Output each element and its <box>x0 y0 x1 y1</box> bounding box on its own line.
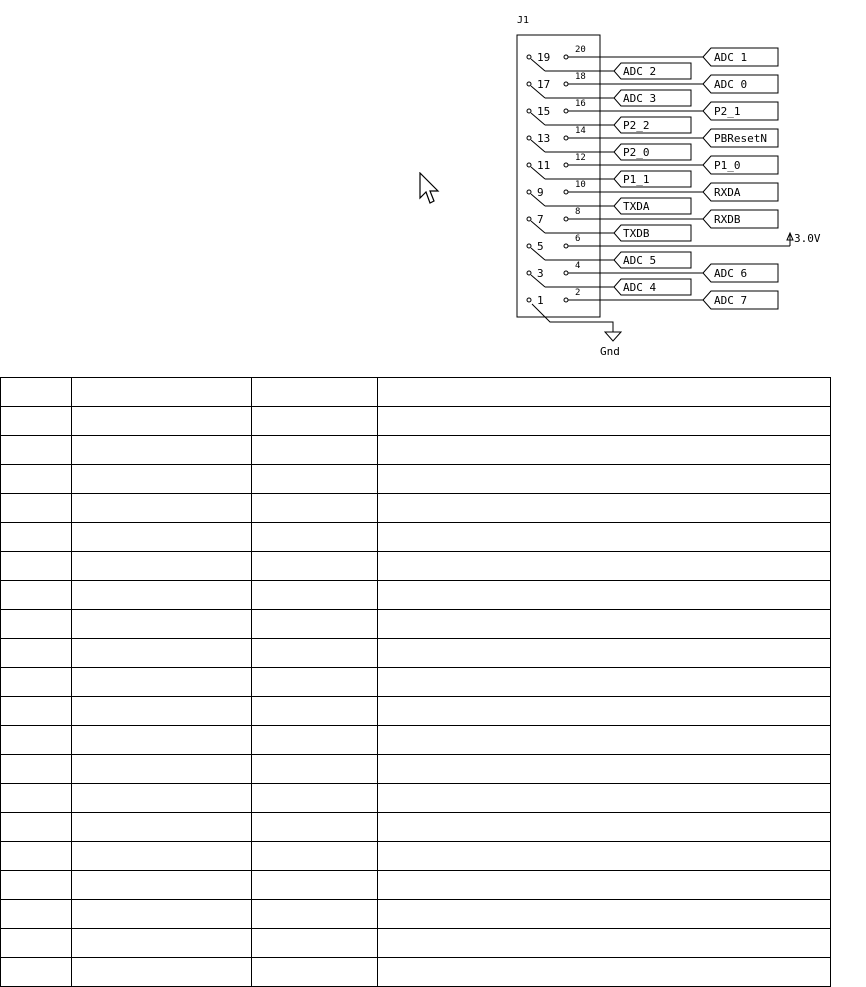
table-cell <box>378 436 831 465</box>
net-labels <box>614 48 778 309</box>
pin-marker-right <box>564 217 568 221</box>
table-cell <box>252 523 378 552</box>
pin-marker-left <box>527 244 531 248</box>
table-cell <box>378 871 831 900</box>
pin-number-right: 4 <box>575 261 581 271</box>
pin-number-left: 1 <box>537 294 544 307</box>
table-cell <box>1 581 72 610</box>
table-cell <box>1 407 72 436</box>
pin-marker-right <box>564 109 568 113</box>
table-cell <box>1 436 72 465</box>
pin-marker-right <box>564 244 568 248</box>
table-cell <box>1 784 72 813</box>
net-label-right-text: ADC 1 <box>714 51 748 64</box>
pin-number-left: 5 <box>537 240 544 253</box>
pin-number-left: 15 <box>537 105 551 118</box>
net-label-middle-text: ADC 5 <box>623 254 657 267</box>
table-cell <box>72 436 252 465</box>
table-cell <box>72 581 252 610</box>
net-label-right-text: P2_1 <box>714 105 741 118</box>
pin-marker-right <box>564 136 568 140</box>
pin-number-right: 10 <box>575 180 586 190</box>
table-cell <box>252 958 378 987</box>
pin-marker-left <box>527 298 531 302</box>
table-cell <box>72 755 252 784</box>
table-cell <box>378 726 831 755</box>
ground-label: Gnd <box>600 345 620 358</box>
table-cell <box>252 871 378 900</box>
table-cell <box>1 726 72 755</box>
net-label-right-text: RXDB <box>714 213 741 226</box>
table-row <box>1 610 831 639</box>
table-row <box>1 958 831 987</box>
pin-number-right: 20 <box>575 45 586 55</box>
table-cell <box>252 755 378 784</box>
pin-number-left: 13 <box>537 132 551 145</box>
pin-marker-left <box>527 217 531 221</box>
table-cell <box>72 726 252 755</box>
table-cell <box>72 465 252 494</box>
pin-marker-right <box>564 163 568 167</box>
table-cell <box>378 668 831 697</box>
pin-marker-right <box>564 190 568 194</box>
connector-ref: J1 <box>517 15 530 26</box>
table-cell <box>378 523 831 552</box>
table-row <box>1 726 831 755</box>
pin-number-left: 7 <box>537 213 544 226</box>
pin-number-right: 18 <box>575 72 586 82</box>
pin-number-left: 11 <box>537 159 551 172</box>
table-cell <box>1 465 72 494</box>
pin-marker-right <box>564 55 568 59</box>
table-cell <box>252 784 378 813</box>
pin-marker-left <box>527 82 531 86</box>
table-cell <box>252 436 378 465</box>
table-cell <box>378 697 831 726</box>
pin-number-left: 9 <box>537 186 544 199</box>
table-cell <box>378 755 831 784</box>
table-cell <box>378 610 831 639</box>
table-row <box>1 552 831 581</box>
table-row <box>1 668 831 697</box>
pin-table-body <box>1 378 831 987</box>
pin-marker-left <box>527 109 531 113</box>
table-row <box>1 581 831 610</box>
table-row <box>1 407 831 436</box>
table-cell <box>1 494 72 523</box>
table-cell <box>1 668 72 697</box>
table-row <box>1 639 831 668</box>
power-label: 3.0V <box>794 232 821 245</box>
table-cell <box>378 813 831 842</box>
table-cell <box>72 407 252 436</box>
table-cell <box>252 552 378 581</box>
pin-marker-right <box>564 298 568 302</box>
table-cell <box>378 929 831 958</box>
net-label-right-text: P1_0 <box>714 159 741 172</box>
table-cell <box>252 639 378 668</box>
pin-table <box>0 377 831 987</box>
pin-marker-left <box>527 271 531 275</box>
table-cell <box>252 494 378 523</box>
table-cell <box>72 958 252 987</box>
pin-number-right: 14 <box>575 126 586 136</box>
table-row <box>1 784 831 813</box>
table-cell <box>378 784 831 813</box>
pin-marker-right <box>564 271 568 275</box>
pin-marker-right <box>564 82 568 86</box>
net-label-right-text: PBResetN <box>714 132 767 145</box>
table-cell <box>378 958 831 987</box>
table-cell <box>252 900 378 929</box>
net-label-middle-text: ADC 4 <box>623 281 657 294</box>
table-cell <box>72 523 252 552</box>
table-cell <box>378 378 831 407</box>
pin-marker-left <box>527 55 531 59</box>
table-cell <box>252 668 378 697</box>
table-cell <box>378 465 831 494</box>
table-cell <box>1 929 72 958</box>
net-label-right-text: ADC 7 <box>714 294 748 307</box>
table-cell <box>72 697 252 726</box>
table-cell <box>72 494 252 523</box>
table-row <box>1 465 831 494</box>
pin-number-left: 19 <box>537 51 551 64</box>
table-cell <box>378 900 831 929</box>
table-cell <box>72 813 252 842</box>
pin-marker-left <box>527 190 531 194</box>
table-row <box>1 378 831 407</box>
table-cell <box>72 929 252 958</box>
net-label-middle-text: P1_1 <box>623 173 650 186</box>
table-row <box>1 697 831 726</box>
table-cell <box>378 407 831 436</box>
net-label-middle-text: P2_2 <box>623 119 650 132</box>
mouse-pointer-icon <box>419 172 443 208</box>
net-label-middle-text: ADC 3 <box>623 92 657 105</box>
table-cell <box>1 697 72 726</box>
table-row <box>1 755 831 784</box>
table-cell <box>252 697 378 726</box>
net-label-right-text: ADC 6 <box>714 267 748 280</box>
net-label-right-text: ADC 0 <box>714 78 748 91</box>
table-cell <box>72 378 252 407</box>
table-cell <box>1 871 72 900</box>
pin-number-left: 3 <box>537 267 544 280</box>
table-cell <box>252 610 378 639</box>
table-cell <box>1 842 72 871</box>
table-cell <box>1 552 72 581</box>
pin-number-right: 8 <box>575 207 581 217</box>
table-cell <box>252 813 378 842</box>
pin-number-left: 17 <box>537 78 551 91</box>
table-row <box>1 436 831 465</box>
table-cell <box>1 755 72 784</box>
table-cell <box>252 929 378 958</box>
pin-marker-left <box>527 163 531 167</box>
table-cell <box>72 639 252 668</box>
table-cell <box>252 726 378 755</box>
table-cell <box>378 842 831 871</box>
table-cell <box>378 494 831 523</box>
pin-number-right: 6 <box>575 234 581 244</box>
table-cell <box>72 842 252 871</box>
table-cell <box>72 784 252 813</box>
table-row <box>1 494 831 523</box>
net-label-middle-text: TXDB <box>623 227 650 240</box>
ground-icon <box>532 304 621 341</box>
table-row <box>1 523 831 552</box>
table-cell <box>1 639 72 668</box>
table-cell <box>72 668 252 697</box>
table-cell <box>252 465 378 494</box>
pin-number-right: 2 <box>575 288 581 298</box>
table-cell <box>252 378 378 407</box>
table-cell <box>252 407 378 436</box>
table-cell <box>252 581 378 610</box>
table-row <box>1 871 831 900</box>
table-cell <box>252 842 378 871</box>
table-cell <box>1 610 72 639</box>
pin-marker-left <box>527 136 531 140</box>
table-row <box>1 842 831 871</box>
net-label-middle-text: TXDA <box>623 200 650 213</box>
pin-number-right: 12 <box>575 153 586 163</box>
table-cell <box>378 552 831 581</box>
table-cell <box>378 639 831 668</box>
table-row <box>1 900 831 929</box>
table-cell <box>1 523 72 552</box>
table-cell <box>72 900 252 929</box>
pin-number-right: 16 <box>575 99 586 109</box>
net-label-middle-text: P2_0 <box>623 146 650 159</box>
table-cell <box>1 378 72 407</box>
net-label-middle-text: ADC 2 <box>623 65 657 78</box>
table-cell <box>1 900 72 929</box>
table-cell <box>72 871 252 900</box>
table-cell <box>72 610 252 639</box>
table-row <box>1 929 831 958</box>
net-label-right-text: RXDA <box>714 186 741 199</box>
table-cell <box>72 552 252 581</box>
table-row <box>1 813 831 842</box>
table-cell <box>378 581 831 610</box>
table-cell <box>1 813 72 842</box>
table-cell <box>1 958 72 987</box>
